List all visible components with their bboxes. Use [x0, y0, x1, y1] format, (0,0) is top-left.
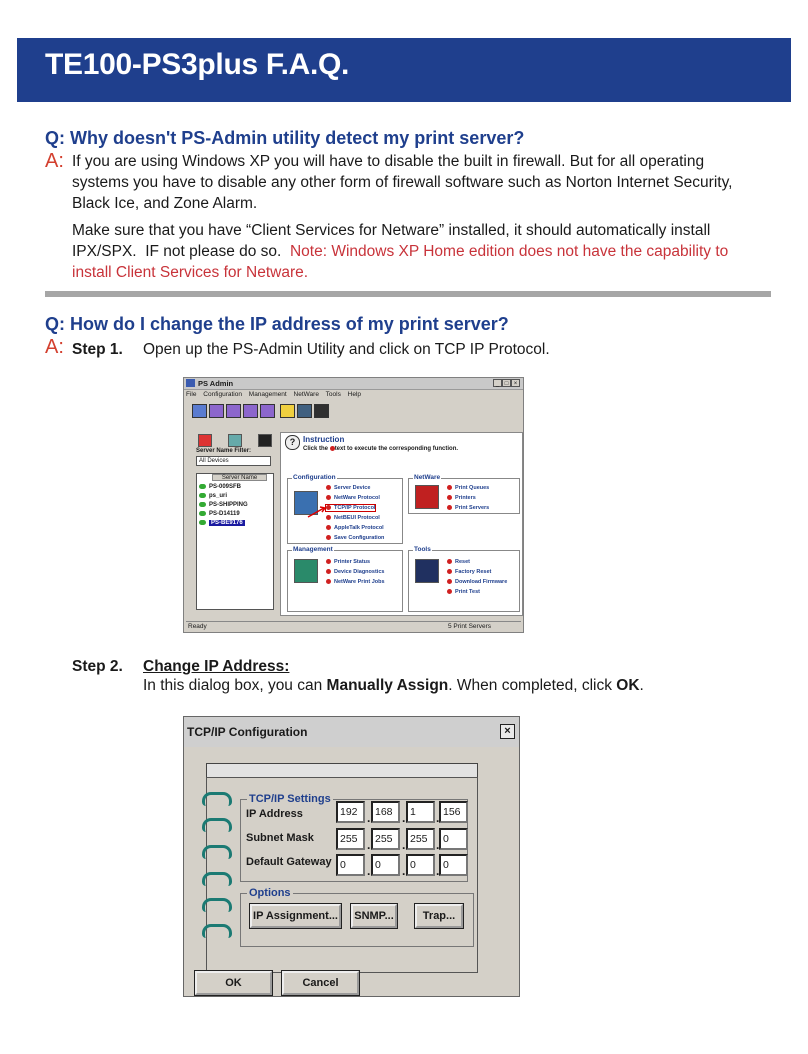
tools-item[interactable] — [447, 559, 470, 565]
binder-ring-icon — [202, 792, 232, 806]
ip-octet-3[interactable]: 1 — [406, 801, 435, 823]
instruction-part: text to execute the corresponding function. — [334, 446, 459, 453]
group-title: Management — [293, 546, 333, 553]
octet-separator: . — [402, 838, 406, 852]
default-gateway-label: Default Gateway — [246, 856, 332, 868]
snmp-button[interactable]: SNMP... — [351, 904, 397, 928]
item-label: NetWare Protocol — [334, 495, 380, 501]
ip-octet-4[interactable]: 156 — [439, 801, 468, 823]
tcpip-config-screenshot — [183, 716, 520, 997]
config-item[interactable] — [326, 525, 384, 531]
note-text: Note: Windows XP Home edition does not have the capability to — [289, 243, 729, 260]
config-item[interactable] — [326, 495, 380, 501]
bullet-icon — [326, 525, 331, 530]
menu-help[interactable]: Help — [347, 391, 362, 398]
server-list — [196, 473, 274, 610]
gateway-octet-1[interactable]: 0 — [336, 854, 365, 876]
step-2-label: Step 2. — [72, 658, 123, 675]
pointer-arrow-icon — [306, 505, 328, 519]
list-item-selected[interactable] — [199, 520, 245, 526]
item-label: Server Device — [334, 485, 371, 491]
group-title: TCP/IP Settings — [249, 793, 331, 805]
help-icon: ? — [285, 435, 300, 450]
filter-select[interactable] — [196, 456, 271, 466]
printer-status-icon — [199, 484, 206, 489]
arrow-icon[interactable] — [198, 434, 212, 447]
door-icon[interactable] — [258, 434, 272, 447]
config-item-tcpip[interactable] — [326, 505, 375, 511]
text-span: . When completed, click — [448, 677, 617, 694]
tcpip-titlebar — [184, 717, 519, 747]
toolbar-tools-icon[interactable] — [280, 404, 295, 418]
bullet-icon — [326, 485, 331, 490]
mask-octet-1[interactable]: 255 — [336, 828, 365, 850]
text-line — [72, 241, 772, 262]
group-tools — [408, 546, 520, 612]
mask-octet-3[interactable]: 255 — [406, 828, 435, 850]
group-title: Configuration — [293, 474, 336, 481]
bullet-icon — [447, 579, 452, 584]
gateway-octet-3[interactable]: 0 — [406, 854, 435, 876]
ps-admin-screenshot — [183, 377, 524, 633]
trap-button[interactable]: Trap... — [415, 904, 463, 928]
window-title: PS Admin — [198, 379, 234, 388]
bullet-icon — [326, 535, 331, 540]
printer-status-icon — [199, 502, 206, 507]
gateway-octet-2[interactable]: 0 — [371, 854, 400, 876]
bullet-icon — [447, 485, 452, 490]
netware-item[interactable] — [447, 505, 489, 511]
text-line: systems you have to disable any other form of firewall software such as Norton Internet Security, — [72, 174, 733, 191]
octet-separator: . — [436, 864, 440, 878]
netware-icon — [415, 485, 439, 509]
step-2-text — [143, 675, 644, 696]
instruction-part: Click the — [303, 446, 329, 453]
item-label: Reset — [455, 559, 470, 565]
text-span: . — [639, 677, 644, 694]
server-name: PS-009SFB — [209, 484, 242, 491]
ip-octet-2[interactable]: 168 — [371, 801, 400, 823]
text-span: Manually Assign — [326, 677, 449, 694]
bullet-icon — [447, 589, 452, 594]
answer-mark-2: A: — [45, 336, 64, 358]
group-title: Options — [249, 887, 291, 899]
group-title: NetWare — [414, 474, 441, 481]
config-item[interactable] — [326, 515, 380, 521]
management-item[interactable] — [326, 569, 384, 575]
filter-label: Server Name Filter: — [196, 448, 252, 454]
binder-ring-icon — [202, 845, 232, 859]
server-name: ps_uri — [209, 493, 228, 500]
text-line: If you are using Windows XP you will have to disable the built in firewall. But for all operating — [72, 153, 705, 170]
menu-configuration[interactable]: Configuration — [203, 391, 242, 398]
server-name: PS-SHIPPING — [209, 502, 248, 509]
toolbar-config-icon[interactable] — [226, 404, 241, 418]
tools-icon — [415, 559, 439, 583]
octet-separator: . — [367, 838, 371, 852]
ok-button[interactable]: OK — [195, 971, 272, 995]
item-label: TCP/IP Protocol — [334, 505, 376, 511]
binder-ring-icon — [202, 818, 232, 832]
window-title: TCP/IP Configuration — [187, 725, 308, 739]
section-divider — [45, 291, 771, 297]
status-bar — [186, 621, 521, 632]
octet-separator: . — [436, 811, 440, 825]
management-item[interactable] — [326, 559, 370, 565]
tools-item[interactable] — [447, 569, 491, 575]
server-name: PS-D14119 — [209, 511, 240, 518]
toolbar-config-icon[interactable] — [243, 404, 258, 418]
item-label: AppleTalk Protocol — [334, 525, 384, 531]
menu-file[interactable]: File — [186, 391, 197, 398]
page-title: TE100-PS3plus F.A.Q. — [45, 48, 350, 81]
mask-octet-4[interactable]: 0 — [439, 828, 468, 850]
bullet-icon — [326, 495, 331, 500]
server-count: 5 Print Servers — [448, 623, 491, 630]
server-list-header[interactable]: Server Name — [212, 474, 267, 481]
printer-status-icon — [199, 493, 206, 498]
octet-separator: . — [402, 864, 406, 878]
netware-item[interactable] — [447, 485, 489, 491]
question-2: Q: How do I change the IP address of my print server? — [45, 314, 509, 334]
group-configuration — [287, 474, 403, 544]
cancel-button[interactable]: Cancel — [282, 971, 359, 995]
app-icon — [186, 379, 195, 387]
maximize-icon[interactable]: □ — [502, 379, 511, 387]
ps-admin-titlebar — [184, 378, 523, 390]
management-icon — [294, 559, 318, 583]
menu-bar — [186, 391, 366, 398]
toolbar-door-icon[interactable] — [314, 404, 329, 418]
bullet-icon — [447, 495, 452, 500]
mask-octet-2[interactable]: 255 — [371, 828, 400, 850]
text-line: Make sure that you have “Client Services for Netware” installed, it should automatically install — [72, 222, 711, 239]
server-name: PS-BE9176 — [211, 520, 243, 527]
toolbar-config-icon[interactable] — [209, 404, 224, 418]
printer-status-icon — [199, 511, 206, 516]
ip-address-label: IP Address — [246, 808, 303, 820]
item-label: NetBEUI Protocol — [334, 515, 380, 521]
menu-tools[interactable]: Tools — [325, 391, 341, 398]
instruction-title: Instruction — [303, 435, 345, 444]
item-label: Print Test — [455, 589, 480, 595]
octet-separator: . — [367, 864, 371, 878]
tools-item[interactable] — [447, 579, 507, 585]
printer-status-icon — [199, 520, 206, 525]
list-item[interactable] — [199, 493, 227, 499]
text-span: IPX/SPX. IF not please do so. — [72, 243, 290, 260]
bullet-icon — [326, 559, 331, 564]
menu-netware[interactable]: NetWare — [293, 391, 319, 398]
grid-icon[interactable] — [228, 434, 242, 447]
text-span: In this dialog box, you can — [143, 677, 327, 694]
list-item[interactable] — [199, 511, 240, 517]
item-label: NetWare Print Jobs — [334, 579, 385, 585]
group-netware — [408, 474, 520, 514]
step-1-label: Step 1. — [72, 341, 123, 358]
item-label: Download Firmware — [455, 579, 508, 585]
group-management — [287, 546, 403, 612]
item-label: Printers — [455, 495, 476, 501]
item-label: Print Servers — [455, 505, 490, 511]
toolbar-search-icon[interactable] — [192, 404, 207, 418]
close-icon[interactable]: × — [511, 379, 520, 387]
instruction-text — [303, 446, 458, 452]
management-item[interactable] — [326, 579, 385, 585]
item-label: Factory Reset — [455, 569, 492, 575]
ip-octet-1[interactable]: 192 — [336, 801, 365, 823]
config-item[interactable] — [326, 535, 384, 541]
minimize-icon[interactable]: _ — [493, 379, 502, 387]
bullet-icon — [447, 559, 452, 564]
netware-item[interactable] — [447, 495, 476, 501]
step-1-text: Open up the PS-Admin Utility and click on TCP IP Protocol. — [143, 341, 550, 358]
gateway-octet-4[interactable]: 0 — [439, 854, 468, 876]
bullet-icon — [447, 505, 452, 510]
text-line: Black Ice, and Zone Alarm. — [72, 195, 258, 212]
note-text: install Client Services for Netware. — [72, 264, 309, 281]
toolbar-config-icon[interactable] — [260, 404, 275, 418]
tools-item[interactable] — [447, 589, 480, 595]
answer-1-paragraph-1 — [72, 151, 772, 214]
octet-separator: . — [436, 838, 440, 852]
item-label: Printer Status — [334, 559, 371, 565]
group-title: Tools — [414, 546, 431, 553]
item-label: Save Configuration — [334, 535, 385, 541]
text-span: OK — [616, 677, 640, 694]
item-label: Print Queues — [455, 485, 490, 491]
binder-ring-icon — [202, 872, 232, 886]
filter-value: All Devices — [199, 458, 229, 464]
answer-1-paragraph-2 — [72, 220, 772, 283]
octet-separator: . — [367, 811, 371, 825]
question-1: Q: Why doesn't PS-Admin utility detect my print server? — [45, 128, 525, 148]
function-panel — [280, 432, 523, 616]
step-2-title: Change IP Address: — [143, 658, 290, 675]
toolbar-monitor-icon[interactable] — [297, 404, 312, 418]
item-label: Device Diagnostics — [334, 569, 385, 575]
list-item[interactable] — [199, 502, 248, 508]
bullet-icon — [447, 569, 452, 574]
bullet-icon — [326, 579, 331, 584]
answer-mark-1: A: — [45, 150, 64, 172]
subnet-mask-label: Subnet Mask — [246, 832, 314, 844]
close-icon[interactable]: × — [500, 724, 515, 739]
menu-management[interactable]: Management — [248, 391, 287, 398]
binder-ring-icon — [202, 924, 232, 938]
status-text: Ready — [188, 623, 207, 630]
octet-separator: . — [402, 811, 406, 825]
ip-assignment-button[interactable]: IP Assignment... — [250, 904, 341, 928]
list-item[interactable] — [199, 484, 241, 490]
binder-ring-icon — [202, 898, 232, 912]
config-item[interactable] — [326, 485, 370, 491]
bullet-icon — [326, 569, 331, 574]
